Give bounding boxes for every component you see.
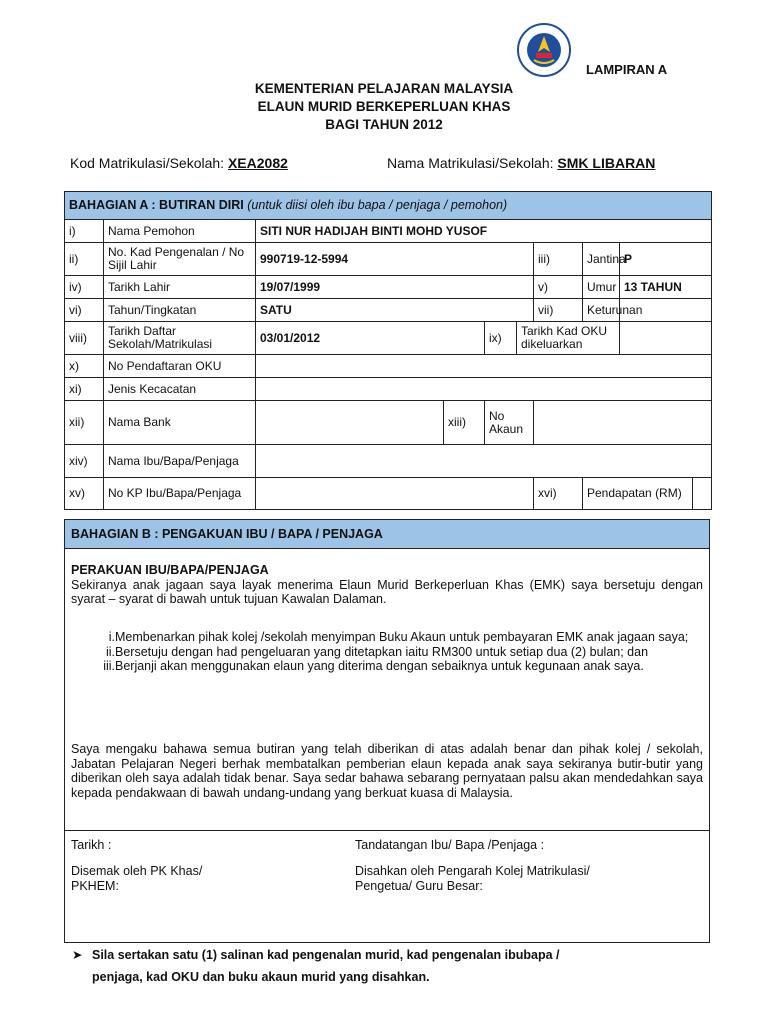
school-code-label: Kod Matrikulasi/Sekolah: [70, 155, 225, 171]
note-line-2: penjaga, kad OKU dan buku akaun murid yang disahkan. [92, 970, 430, 984]
tarikh-lahir-label: Tarikh Lahir [104, 276, 256, 299]
row-number: viii) [65, 322, 104, 355]
tandatangan-label: Tandatangan Ibu/ Bapa /Penjaga : [355, 838, 545, 852]
row-number: ix) [485, 322, 517, 355]
school-code-value: XEA2082 [227, 155, 288, 171]
disahkan-line-1: Disahkan oleh Pengarah Kolej Matrikulasi/ [355, 864, 590, 878]
table-row [65, 445, 712, 478]
attachment-note [72, 944, 692, 988]
nama-bank-field[interactable] [256, 401, 444, 445]
item-number: iii. [103, 659, 115, 673]
tarikh-label: Tarikh : [71, 838, 112, 852]
tahun-tingkatan-label: Tahun/Tingkatan [104, 299, 256, 322]
table-row [65, 243, 712, 276]
table-row [65, 401, 712, 445]
table-row [65, 220, 712, 243]
pendapatan-field[interactable] [693, 478, 712, 510]
pendapatan-label: Pendapatan (RM) [583, 478, 693, 510]
row-number: vi) [65, 299, 104, 322]
tarikh-daftar-field[interactable]: 03/01/2012 [256, 322, 485, 355]
tarikh-lahir-field[interactable]: 19/07/1999 [256, 276, 534, 299]
kp-penjaga-field[interactable] [256, 478, 534, 510]
row-number: xii) [65, 401, 104, 445]
nama-pemohon-field[interactable]: SITI NUR HADIJAH BINTI MOHD YUSOF [256, 220, 712, 243]
row-number: xv) [65, 478, 104, 510]
tarikh-kad-oku-label: Tarikh Kad OKU dikeluarkan [517, 322, 620, 355]
list-item [71, 630, 703, 645]
school-name-value: SMK LIBARAN [557, 155, 656, 171]
list-item [71, 659, 703, 674]
no-pendaftaran-oku-field[interactable] [256, 355, 712, 378]
disemak-line-2: PKHEM: [71, 878, 119, 893]
table-row [65, 478, 712, 510]
table-row [65, 378, 712, 401]
nama-penjaga-label: Nama Ibu/Bapa/Penjaga [104, 445, 256, 478]
tarikh-kad-oku-field[interactable] [620, 322, 712, 355]
row-number: xiv) [65, 445, 104, 478]
item-text: Bersetuju dengan had pengeluaran yang ditetapkan iaitu RM300 untuk setiap dua (2) bulan; dan [115, 644, 649, 659]
row-number: v) [534, 276, 583, 299]
note-line-1: Sila sertakan satu (1) salinan kad pengenalan murid, kad pengenalan ibubapa / [92, 948, 560, 962]
section-a-header [65, 192, 712, 220]
disahkan-line-2: Pengetua/ Guru Besar: [355, 878, 483, 893]
row-number: xvi) [534, 478, 583, 510]
document-titles [0, 80, 768, 134]
school-name-line [387, 155, 655, 171]
umur-field[interactable]: 13 TAHUN [620, 276, 712, 299]
section-a-title: BAHAGIAN A : BUTIRAN DIRI [69, 198, 244, 212]
no-pendaftaran-oku-label: No Pendaftaran OKU [104, 355, 256, 378]
nama-bank-label: Nama Bank [104, 401, 256, 445]
section-a-subtitle: (untuk diisi oleh ibu bapa / penjaga / pemohon) [247, 198, 508, 212]
ic-number-label: No. Kad Pengenalan / No Sijil Lahir [104, 243, 256, 276]
keturunan-label: Keturunan [583, 299, 620, 322]
arrow-bullet-icon: ➤ [72, 948, 83, 962]
row-number: xiii) [444, 401, 485, 445]
signature-area [65, 830, 709, 943]
row-number: iii) [534, 243, 583, 276]
item-number: ii. [105, 644, 115, 659]
declaration-intro: Sekiranya anak jagaan saya layak menerima Elaun Murid Berkeperluan Khas (EMK) saya bersetuju dengan syarat – syarat di bawah untuk tujuan Kawalan Dalaman. [71, 577, 703, 606]
jantina-label: Jantina [583, 243, 620, 276]
item-text: Membenarkan pihak kolej /sekolah menyimpan Buku Akaun untuk pembayaran EMK anak jagaan saya; [115, 630, 689, 644]
nama-pemohon-label: Nama Pemohon [104, 220, 256, 243]
row-number: iv) [65, 276, 104, 299]
school-name-label: Nama Matrikulasi/Sekolah: [387, 155, 554, 171]
conditions-list [71, 630, 703, 674]
section-b-title: BAHAGIAN B : PENGAKUAN IBU / BAPA / PENJAGA [65, 520, 709, 549]
declaration-title: PERAKUAN IBU/BAPA/PENJAGA [71, 563, 269, 577]
table-row [65, 322, 712, 355]
jenis-kecacatan-field[interactable] [256, 378, 712, 401]
ic-number-field[interactable]: 990719-12-5994 [256, 243, 534, 276]
disemak-label [71, 864, 202, 893]
item-number: i. [108, 630, 115, 644]
title-line-3: BAGI TAHUN 2012 [325, 117, 443, 132]
row-number: i) [65, 220, 104, 243]
jantina-field[interactable]: P [620, 243, 712, 276]
title-line-2: ELAUN MURID BERKEPERLUAN KHAS [257, 99, 511, 114]
umur-label: Umur [583, 276, 620, 299]
row-number: ii) [65, 243, 104, 276]
no-akaun-label: No Akaun [485, 401, 534, 445]
section-a-table [64, 191, 712, 510]
item-text: Berjanji akan menggunakan elaun yang diterima dengan sebaiknya untuk kegunaan anak saya. [115, 659, 644, 673]
tahun-tingkatan-field[interactable]: SATU [256, 299, 534, 322]
school-code-line [70, 155, 288, 171]
tarikh-daftar-label: Tarikh Daftar Sekolah/Matrikulasi [104, 322, 256, 355]
kp-penjaga-label: No KP Ibu/Bapa/Penjaga [104, 478, 256, 510]
disahkan-label [355, 864, 590, 893]
jenis-kecacatan-label: Jenis Kecacatan [104, 378, 256, 401]
list-item [71, 645, 703, 660]
row-number: vii) [534, 299, 583, 322]
table-row [65, 299, 712, 322]
ministry-logo-icon [516, 22, 572, 78]
no-akaun-field[interactable] [534, 401, 712, 445]
row-number: xi) [65, 378, 104, 401]
section-b [64, 519, 710, 943]
title-line-1: KEMENTERIAN PELAJARAN MALAYSIA [254, 81, 514, 96]
table-row [65, 276, 712, 299]
row-number: x) [65, 355, 104, 378]
nama-penjaga-field[interactable] [256, 445, 712, 478]
disemak-line-1: Disemak oleh PK Khas/ [71, 864, 203, 878]
declaration-statement: Saya mengaku bahawa semua butiran yang telah diberikan di atas adalah benar dan pihak kolej / sekolah, Jabatan Pelajaran Negeri berhak membatalkan pemberian elaun kepada anak saya sekiranya butir-butir yang diberikan oleh saya adalah tidak benar. Saya sedar bahawa sebarang pernyataan palsu akan mendedahkan saya kepada pendakwaan di bawah undang-undang yang berkuat kuasa di Malaysia. [71, 742, 703, 800]
lampiran-label: LAMPIRAN A [586, 62, 668, 77]
declaration-block [71, 563, 703, 607]
table-row [65, 355, 712, 378]
